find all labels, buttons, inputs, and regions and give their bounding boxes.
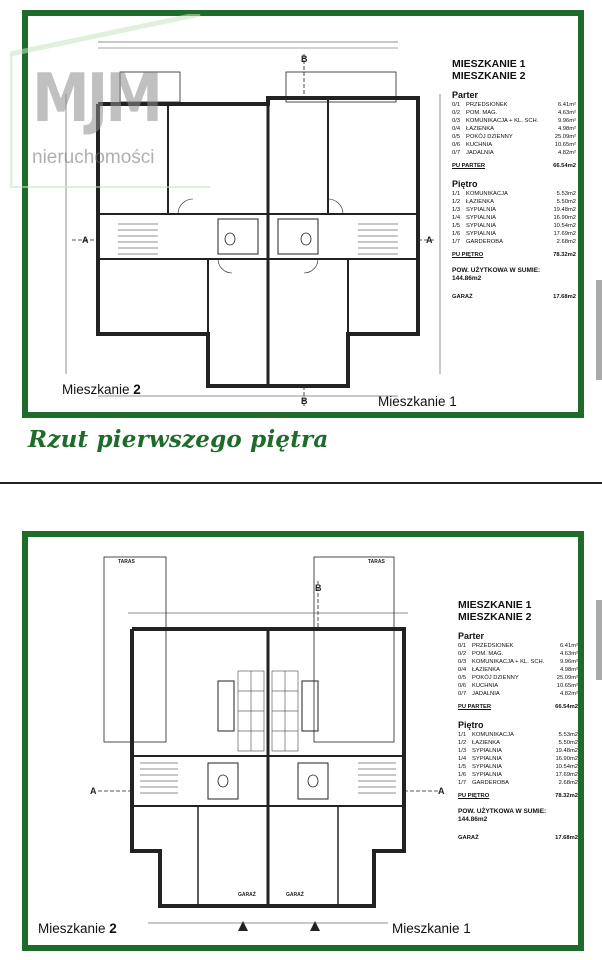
area-schedule-top [452,58,576,302]
schedule-title-2: MIESZKANIE 2 [452,70,526,82]
parter-heading: Parter [452,90,479,100]
total-area: POW. UŻYTKOWA W SUMIE: 144.86m2 [452,267,541,282]
parter-rows [458,642,578,698]
page-edge-shadow [596,280,602,380]
schedule-row: 0/6 KUCHNIA 10.65m² [452,142,576,148]
schedule-row: 1/7 GARDEROBA 2.68m2 [452,239,576,245]
section-a-right-label: A [438,786,445,796]
entrance-arrow-icon [238,921,248,931]
floor-plan-drawing-ground-floor [88,551,448,933]
schedule-title-2: MIESZKANIE 2 [458,611,532,623]
page-divider [0,482,602,484]
garaz-right-label: GARAŻ [286,892,304,898]
schedule-row: 1/7 GARDEROBA 2.68m2 [458,780,578,786]
schedule-row: 0/4 ŁAZIENKA 4.98m² [458,667,578,673]
garage-area: GARAŻ 17.68m2 [458,835,578,841]
section-a-left-label: A [82,235,89,245]
pietro-subtotal: PU PIĘTRO 78.32m2 [452,252,576,258]
page-caption: Rzut pierwszego piętra [28,426,329,453]
logo-mark: MJM [32,58,161,138]
parter-subtotal: PU PARTER 66.54m2 [452,163,576,169]
garaz-left-label: GARAŻ [238,892,256,898]
parter-heading: Parter [458,631,485,641]
entrance-arrow-icon [310,921,320,931]
schedule-row: 1/2 ŁAZIENKA 5.50m2 [458,740,578,746]
schedule-row: 0/1 PRZEDSIONEK 6.41m² [458,643,578,649]
pietro-heading: Piętro [458,720,484,730]
schedule-row: 1/6 SYPIALNIA 17.69m2 [458,772,578,778]
pietro-heading: Piętro [452,179,478,189]
schedule-row: 0/7 JADALNIA 4.82m² [452,150,576,156]
schedule-row: 1/4 SYPIALNIA 16.90m2 [452,215,576,221]
schedule-row: 0/2 POM. MAG. 4.63m² [452,110,576,116]
schedule-row: 1/1 KOMUNIKACJA 5.53m2 [452,191,576,197]
pietro-rows [458,731,578,787]
section-b-top-label: B [301,54,308,64]
garage-area: GARAŻ 17.68m2 [452,294,576,300]
schedule-row: 0/4 ŁAZIENKA 4.98m² [452,126,576,132]
pietro-subtotal: PU PIĘTRO 78.32m2 [458,793,578,799]
schedule-row: 1/5 SYPIALNIA 10.54m2 [452,223,576,229]
schedule-row: 0/5 POKÓJ DZIENNY 25.09m² [452,134,576,140]
logo-text: nieruchomości [32,147,155,168]
parter-subtotal: PU PARTER 66.54m2 [458,704,578,710]
schedule-row: 0/3 KOMUNIKACJA + KL. SCH. 9.96m² [452,118,576,124]
schedule-title-1: MIESZKANIE 1 [452,58,526,70]
section-b-top-label: B [315,583,322,593]
section-b-bottom-label: B [301,396,308,406]
schedule-row: 1/2 ŁAZIENKA 5.50m2 [452,199,576,205]
company-logo [10,14,210,188]
schedule-row: 0/3 KOMUNIKACJA + KL. SCH. 9.96m² [458,659,578,665]
schedule-title-1: MIESZKANIE 1 [458,599,532,611]
schedule-row: 0/7 JADALNIA 4.82m² [458,691,578,697]
unit-label-right: Mieszkanie 1 [378,394,457,409]
section-a-right-label: A [426,235,433,245]
schedule-row: 1/5 SYPIALNIA 10.54m2 [458,764,578,770]
total-area: POW. UŻYTKOWA W SUMIE: 144.86m2 [458,808,547,823]
floor-plan-sheet-bottom [22,531,584,951]
schedule-row: 1/3 SYPIALNIA 19.48m2 [452,207,576,213]
unit-label-right: Mieszkanie 1 [392,921,471,936]
schedule-row: 1/1 KOMUNIKACJA 5.53m2 [458,732,578,738]
pietro-rows [452,190,576,246]
area-schedule-bottom [458,599,578,843]
schedule-row: 0/2 POM. MAG. 4.63m² [458,651,578,657]
unit-label-left: Mieszkanie 2 [62,382,141,397]
schedule-row: 0/6 KUCHNIA 10.65m² [458,683,578,689]
taras-left-label: TARAS [118,559,135,565]
schedule-row: 0/1 PRZEDSIONEK 6.41m² [452,102,576,108]
schedule-row: 0/5 POKÓJ DZIENNY 25.09m² [458,675,578,681]
taras-right-label: TARAS [368,559,385,565]
floor-plan-svg [88,551,448,933]
schedule-row: 1/6 SYPIALNIA 17.69m2 [452,231,576,237]
page-edge-shadow [596,600,602,680]
schedule-row: 1/3 SYPIALNIA 19.48m2 [458,748,578,754]
parter-rows [452,101,576,157]
section-a-left-label: A [90,786,97,796]
schedule-row: 1/4 SYPIALNIA 16.90m2 [458,756,578,762]
unit-label-left: Mieszkanie 2 [38,921,117,936]
